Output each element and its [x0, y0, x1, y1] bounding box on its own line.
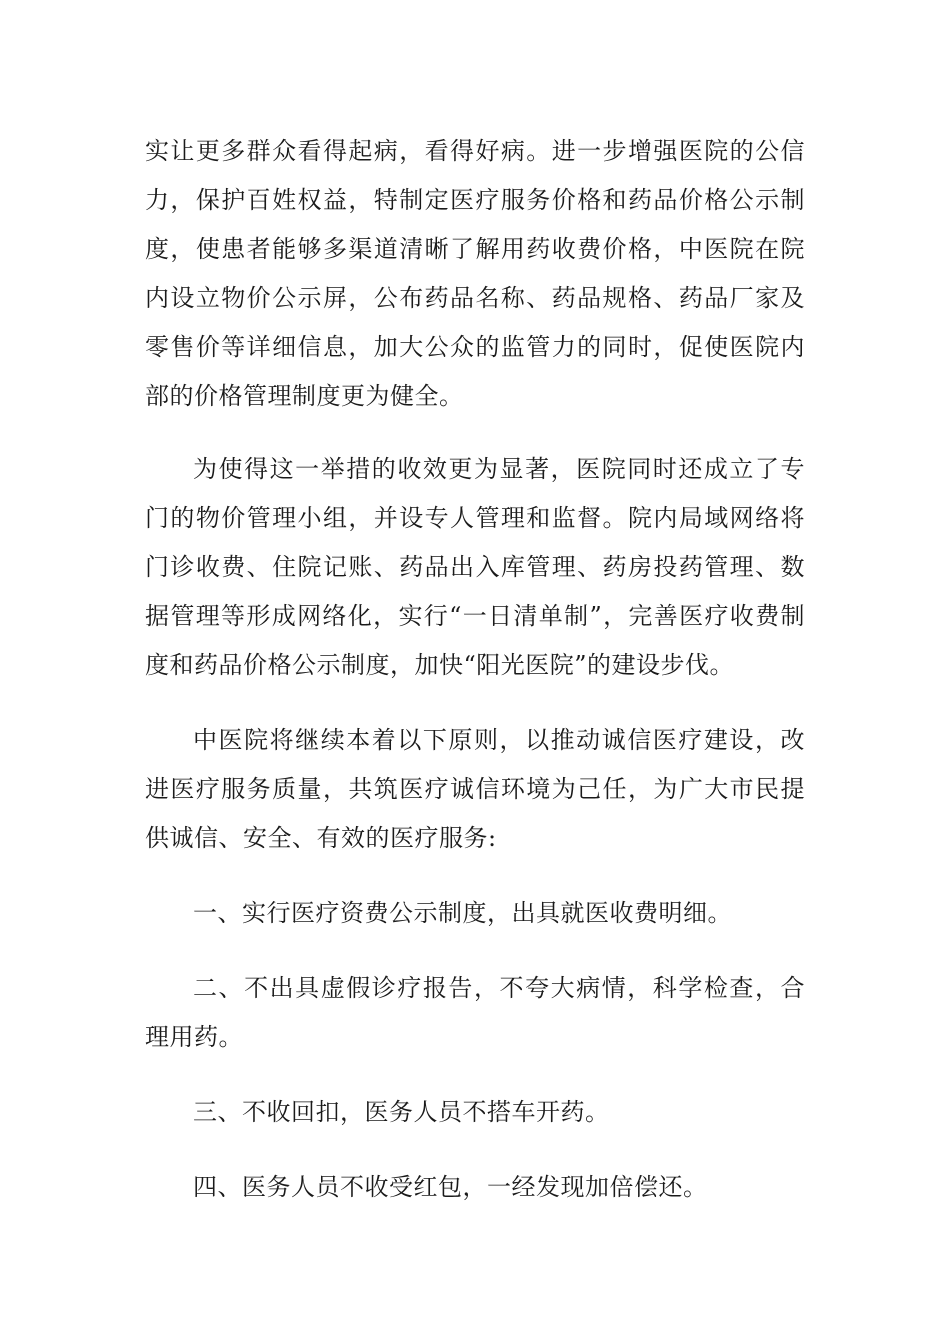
principle-item-1: 一、实行医疗资费公示制度，出具就医收费明细。 — [193, 899, 732, 927]
principle-item-2: 二、不出具虚假诊疗报告，不夸大病情，科学检查，合理用药。 — [145, 974, 805, 1051]
paragraph-price-management-group: 为使得这一举措的收效更为显著，医院同时还成立了专门的物价管理小组，并设专人管理和监督。院内局域网络将门诊收费、住院记账、药品出入库管理、药房投药管理、数据管理等形成网络化，实行“一日清单制”，完善医疗收费制度和药品价格公示制度，加快“阳光医院”的建设步伐。 — [145, 455, 805, 679]
paragraph-principles-intro: 中医院将继续本着以下原则，以推动诚信医疗建设，改进医疗服务质量，共筑医疗诚信环境为己任，为广大市民提供诚信、安全、有效的医疗服务: — [145, 726, 805, 852]
principle-item-3: 三、不收回扣，医务人员不搭车开药。 — [193, 1098, 610, 1126]
principle-item-4: 四、医务人员不收受红包，一经发现加倍偿还。 — [193, 1173, 708, 1201]
document-body — [145, 127, 805, 1212]
paragraph-price-disclosure: 实让更多群众看得起病，看得好病。进一步增强医院的公信力，保护百姓权益，特制定医疗服务价格和药品价格公示制度，使患者能够多渠道清晰了解用药收费价格，中医院在院内设立物价公示屏，公布药品名称、药品规格、药品厂家及零售价等详细信息，加大公众的监管力的同时，促使医院内部的价格管理制度更为健全。 — [145, 137, 805, 410]
